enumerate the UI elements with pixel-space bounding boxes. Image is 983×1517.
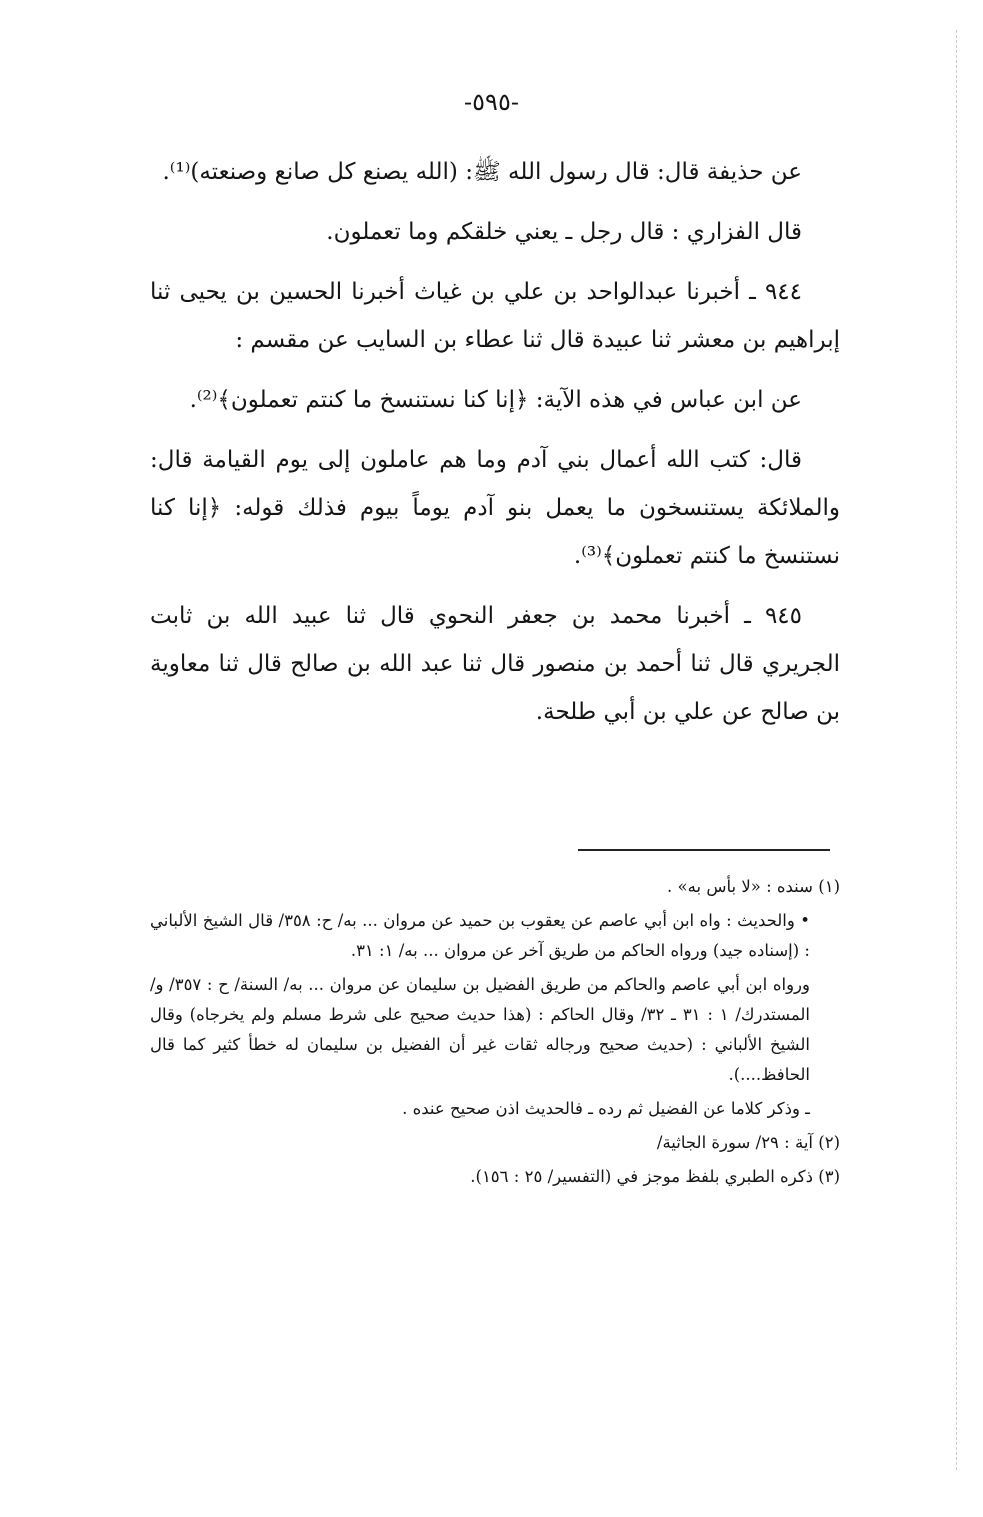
footnote-2-number: (٢): [818, 1133, 840, 1152]
footnote-3-number: (٣): [818, 1167, 840, 1186]
paragraph-ibn-abbas: عن ابن عباس في هذه الآية: ﴿إنا كنا نستنسخ ما كنتم تعملون﴾⁽²⁾.: [189, 387, 802, 413]
footnotes: [150, 872, 840, 1196]
page-number: -٥٩٥-: [464, 88, 519, 116]
footnote-1-number: (١): [818, 877, 840, 896]
paragraph-944-isnad: ٩٤٤ ـ أخبرنا عبدالواحد بن علي بن غياث أخبرنا الحسين بن يحيى ثنا إبراهيم بن معشر ثنا عبيدة قال ثنا عطاء بن السايب عن مقسم :: [150, 279, 840, 353]
paragraph-qal-kataba: قال: كتب الله أعمال بني آدم وما هم عاملون إلى يوم القيامة قال: والملائكة يستنسخون ما يعمل بنو آدم يوماً بيوم فذلك قوله: ﴿إنا كنا نستنسخ ما كنتم تعملون﴾⁽³⁾.: [150, 447, 840, 569]
footnote-1-detail: ـ وذكر كلاما عن الفضيل ثم رده ـ فالحديث اذن صحيح عنده .: [402, 1099, 810, 1118]
paragraph-fazari: قال الفزاري : قال رجل ـ يعني خلقكم وما تعملون.: [326, 219, 802, 245]
footnote-3-text: ذكره الطبري بلفظ موجز في (التفسير/ ٢٥ : ١٥٦).: [470, 1167, 813, 1186]
footnote-2: [150, 1128, 840, 1158]
paragraph-hadith-hudhayfa: عن حذيفة قال: قال رسول الله ﷺ: (الله يصنع كل صانع وصنعته)⁽¹⁾.: [162, 159, 802, 185]
footnote-1-detail: ورواه ابن أبي عاصم والحاكم من طريق الفضيل بن سليمان عن مروان ... به/ السنة/ ح : ٣٥٧/ و/ المستدرك/ ١ : ٣١ ـ ٣٢/ وقال الحاكم : (هذا حديث صحيح على شرط مسلم ولم يخرجاه) وقال الشيخ الألباني : (حديث صحيح ورجاله ثقات غير أن الفضيل بن سليمان له خطأ كثير كما قال الحافظ....).: [150, 975, 810, 1084]
footnote-2-text: آية : ٢٩/ سورة الجاثية/: [656, 1133, 813, 1152]
footnote-1: [150, 872, 840, 902]
scan-edge-line: [956, 30, 957, 1470]
paragraph-945-isnad: ٩٤٥ ـ أخبرنا محمد بن جعفر النحوي قال ثنا عبيد الله بن ثابت الجريري قال ثنا أحمد بن منصور قال ثنا عبد الله بن صالح قال ثنا معاوية بن صالح عن علي بن أبي طلحة.: [150, 603, 840, 725]
main-text: [150, 148, 840, 748]
footnote-1-detail: • والحديث : واه ابن أبي عاصم عن يعقوب بن حميد عن مروان ... به/ ح: ٣٥٨/ قال الشيخ الألباني : (إسناده جيد) ورواه الحاكم من طريق آخر عن مروان ... به/ ١: ٣١.: [150, 911, 811, 960]
footnote-3: [150, 1162, 840, 1192]
footnote-1-text: سنده : «لا بأس به» .: [667, 877, 813, 896]
footnote-separator: [578, 849, 830, 851]
